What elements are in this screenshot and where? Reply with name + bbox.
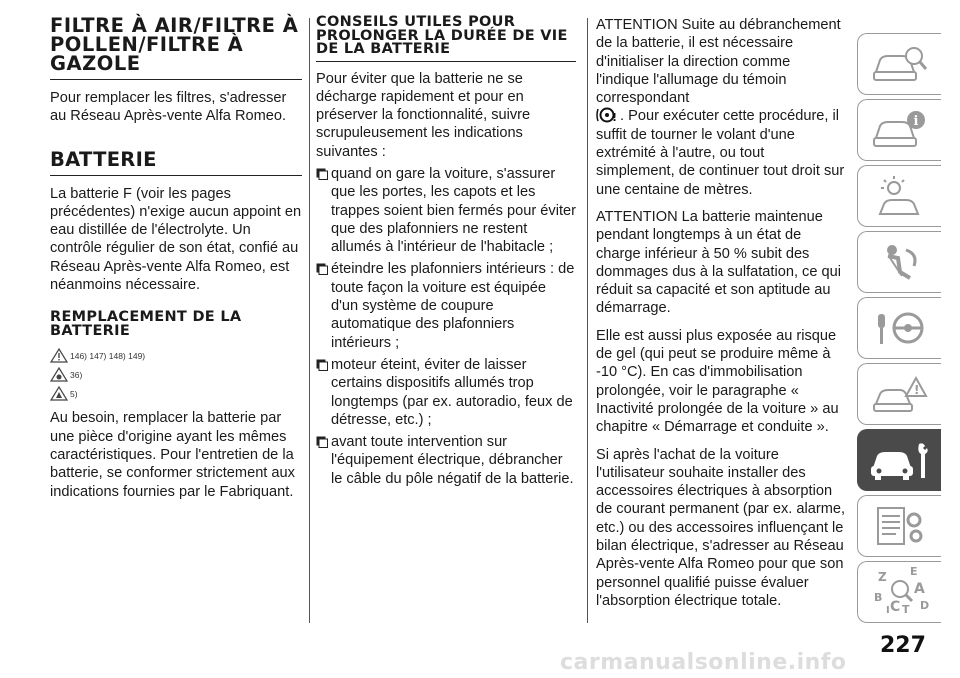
index-letter: B <box>873 591 882 604</box>
car-wrench-icon <box>867 438 933 482</box>
warning-ref-text: 146) 147) 148) 149) <box>70 350 146 361</box>
column-right <box>596 16 846 610</box>
warning-hand-icon <box>50 367 68 382</box>
list-item: quand on gare la voiture, s'assurer que les portes, les capots et les trappes soient bien fermés pour éviter que des plafonniers ne restent allumés à l'intérieur de l'habitacle ; <box>316 165 576 256</box>
filters-text: Pour remplacer les filtres, s'adresser au Réseau Après-vente Alfa Romeo. <box>50 90 287 125</box>
column-left <box>50 16 302 501</box>
checkbox-bullet-icon <box>316 359 328 371</box>
warning-ref-text: 5) <box>70 388 78 399</box>
svg-text:i: i <box>913 114 918 129</box>
warning-ref-row <box>50 384 302 403</box>
attention-steering-text: ATTENTION Suite au débranchement de la batterie, il est nécessaire d'initialiser la direction comme l'indique l'allumage du témoin correspondant ! . Pour exécuter cette procédure, il suffit de tourner le volant d'une extrémité à l'autre, ou tout simplement, de continuer tout droit sur une centaine de mètres. <box>596 17 845 198</box>
tab-starting-driving[interactable] <box>857 297 941 359</box>
tab-car-info[interactable] <box>857 99 941 161</box>
checkbox-bullet-icon <box>316 168 328 180</box>
battery-tips-heading: CONSEILS UTILES POUR PROLONGER LA DURÉE DE VIE DE LA BATTERIE <box>316 16 576 62</box>
car-search-icon <box>870 42 930 86</box>
checkbox-bullet-icon <box>316 263 328 275</box>
replace-battery-heading: REMPLACEMENT DE LA BATTERIE <box>50 309 242 340</box>
car-info-icon <box>870 108 930 152</box>
battery-tips-list <box>316 165 576 488</box>
tab-technical-specs[interactable] <box>857 495 941 557</box>
list-item: éteindre les plafonniers intérieurs : de toute façon la voiture est équipée d'un système de coupure automatique des plafonniers intérieurs ; <box>316 260 576 351</box>
safety-airbag-icon <box>870 240 930 284</box>
battery-tips-intro: Pour éviter que la batterie ne se décharge rapidement et pour en préserver la fonctionnalité, suivre scrupuleusement les indications suivantes : <box>316 70 531 160</box>
checkbox-bullet-icon <box>316 436 328 448</box>
filters-heading: FILTRE À AIR/FILTRE À POLLEN/FILTRE À GAZOLE <box>50 16 302 80</box>
list-item: moteur éteint, éviter de laisser certains dispositifs allumés trop longtemps (par ex. autoradio, feux de détresse, etc.) ; <box>316 356 576 429</box>
page-number: 227 <box>880 633 926 658</box>
svg-text:!: ! <box>612 111 618 124</box>
tab-index[interactable] <box>857 561 941 623</box>
key-steering-icon <box>870 306 930 350</box>
attention-charge-text: ATTENTION La batterie maintenue pendant longtemps à un état de charge inférieur à 50 % subit des dommages dus à la sulfatation, ce qui réduit sa capacité et son aptitude au démarrage. <box>596 208 841 317</box>
tab-safety[interactable] <box>857 231 941 293</box>
replace-battery-text: Au besoin, remplacer la batterie par une pièce d'origine ayant les mêmes caractéristiques. Pour l'entretien de la batterie, se conformer strictement aux indications fournies par le Fabriquant. <box>50 410 295 500</box>
accessories-text: Si après l'achat de la voiture l'utilisateur souhaite installer des accessoires électriques à absorption de courant permanent (par ex. alarme, etc.) ou des accessoires influençant le bilan électrique, s'adresser au Réseau Après-vente Alfa Romeo pour que son personnel qualifié puisse évaluer l'absorption électrique totale. <box>596 446 846 609</box>
breakdown-warning-icon <box>870 372 930 416</box>
dashboard-lights-icon <box>870 174 930 218</box>
tab-emergency[interactable] <box>857 363 941 425</box>
list-item: avant toute intervention sur l'équipement électrique, débrancher le câble du pôle négatif de la batterie. <box>316 433 576 488</box>
index-letter: E <box>909 567 918 578</box>
column-divider-right <box>587 18 588 623</box>
battery-heading: BATTERIE <box>50 150 302 176</box>
warning-ref-text: 36) <box>70 369 83 380</box>
alphabet-index-icon <box>870 567 930 617</box>
column-middle <box>316 16 576 488</box>
warning-triangle-icon <box>50 348 68 363</box>
tab-dashboard-lights[interactable] <box>857 165 941 227</box>
index-letter: A <box>913 581 925 597</box>
frost-risk-text: Elle est aussi plus exposée au risque de gel (qui peut se produire même à -10 °C). En cas d'immobilisation prolongée, voir le paragraphe « Inactivité prolongée de la voiture » au chapitre « Démarrage et conduite ». <box>596 327 839 436</box>
steering-warning-light-icon <box>596 107 618 123</box>
svg-text:!: ! <box>913 383 919 397</box>
chapter-tabs <box>857 33 941 627</box>
watermark: carmanualsonline.info <box>560 650 847 675</box>
index-letter: Z <box>877 570 887 584</box>
warning-refs <box>50 346 302 403</box>
index-letter: D <box>919 599 929 612</box>
index-letter: T <box>901 603 910 616</box>
index-letter: C <box>889 599 900 615</box>
column-divider-left <box>309 18 310 623</box>
warning-ref-row <box>50 365 302 384</box>
specs-list-icon <box>870 504 930 548</box>
battery-text: La batterie F (voir les pages précédentes) n'exige aucun appoint en eau distillée de l'électrolyte. Un contrôle régulier de son état, confié au Réseau Après-vente Alfa Romeo, est néanmoins nécessaire. <box>50 185 302 294</box>
index-letter: I <box>885 605 890 616</box>
tab-car-search[interactable] <box>857 33 941 95</box>
warning-environment-icon <box>50 386 68 401</box>
tab-maintenance[interactable] <box>857 429 941 491</box>
warning-ref-row <box>50 346 302 365</box>
